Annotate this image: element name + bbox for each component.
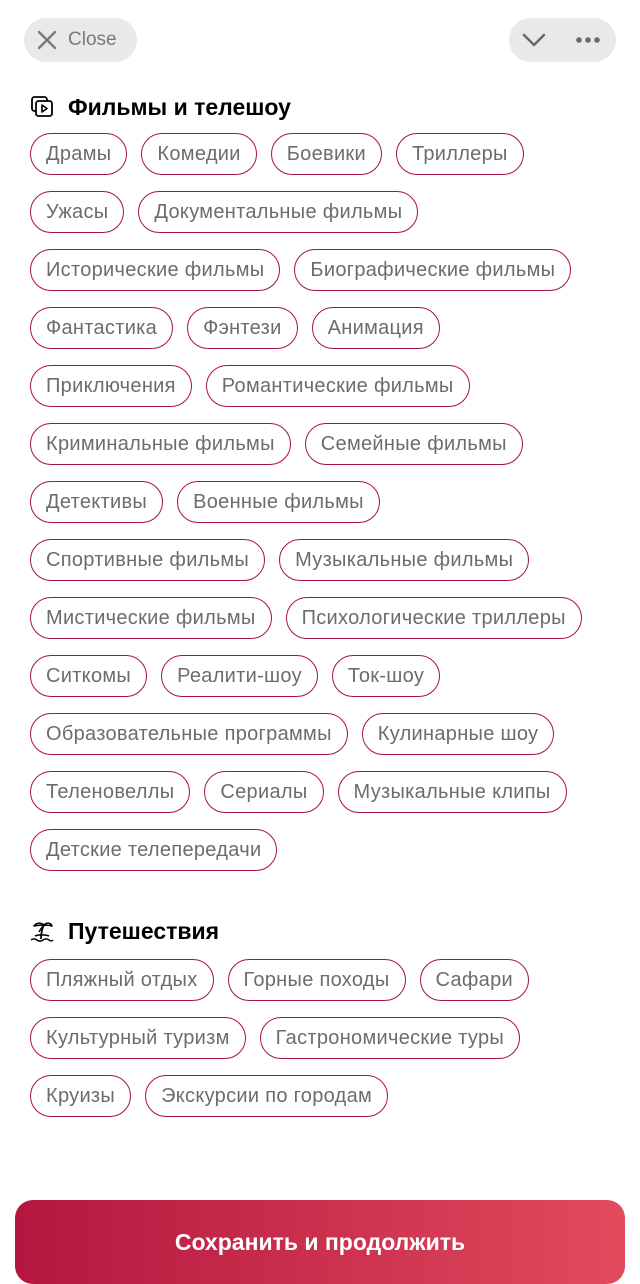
chip[interactable]: Теленовеллы [30,771,190,813]
chip[interactable]: Романтические фильмы [206,365,470,407]
chip[interactable]: Пляжный отдых [30,959,214,1001]
scroll-fade [0,1170,640,1200]
chip[interactable]: Драмы [30,133,127,175]
chip[interactable]: Сериалы [204,771,323,813]
chip[interactable]: Горные походы [228,959,406,1001]
section-travel [0,911,640,1133]
close-label: Close [68,29,117,50]
chip[interactable]: Мистические фильмы [30,597,272,639]
menu-button[interactable] [509,18,616,62]
section-title [0,911,640,951]
chip[interactable]: Криминальные фильмы [30,423,291,465]
close-button[interactable] [24,18,137,62]
chip-list [0,133,610,887]
chip[interactable]: Образовательные программы [30,713,348,755]
close-icon [36,29,58,51]
chip[interactable]: Гастрономические туры [260,1017,520,1059]
chip[interactable]: Триллеры [396,133,524,175]
chip[interactable]: Музыкальные клипы [338,771,567,813]
video-play-icon [30,95,54,119]
chip[interactable]: Ужасы [30,191,124,233]
top-bar [0,0,640,80]
chip[interactable]: Психологические триллеры [286,597,582,639]
chip[interactable]: Музыкальные фильмы [279,539,529,581]
chip[interactable]: Семейные фильмы [305,423,523,465]
more-icon[interactable] [574,27,602,53]
island-icon [30,919,54,943]
chip[interactable]: Биографические фильмы [294,249,571,291]
chip[interactable]: Ситкомы [30,655,147,697]
section-title-text: Путешествия [68,917,220,944]
chip[interactable]: Комедии [141,133,256,175]
chip[interactable]: Исторические фильмы [30,249,280,291]
content-scroll[interactable] [0,80,640,1200]
chip[interactable]: Культурный туризм [30,1017,246,1059]
chip[interactable]: Фантастика [30,307,173,349]
chip[interactable]: Круизы [30,1075,131,1117]
chip[interactable]: Документальные фильмы [138,191,418,233]
chip[interactable]: Фэнтези [187,307,298,349]
chip[interactable]: Ток-шоу [332,655,440,697]
chip-list [0,959,610,1133]
chip[interactable]: Кулинарные шоу [362,713,555,755]
chip[interactable]: Реалити-шоу [161,655,318,697]
section-movies [0,87,640,887]
chip[interactable]: Приключения [30,365,192,407]
chip[interactable]: Анимация [312,307,440,349]
chip[interactable]: Боевики [271,133,382,175]
chip[interactable]: Детективы [30,481,163,523]
section-title [0,87,640,127]
chip[interactable]: Спортивные фильмы [30,539,265,581]
chip[interactable]: Экскурсии по городам [145,1075,388,1117]
chevron-down-icon[interactable] [521,27,547,53]
chip[interactable]: Детские телепередачи [30,829,277,871]
save-continue-button[interactable]: Сохранить и продолжить [15,1200,625,1284]
chip[interactable]: Военные фильмы [177,481,380,523]
section-title-text: Фильмы и телешоу [68,93,291,120]
chip[interactable]: Сафари [420,959,529,1001]
